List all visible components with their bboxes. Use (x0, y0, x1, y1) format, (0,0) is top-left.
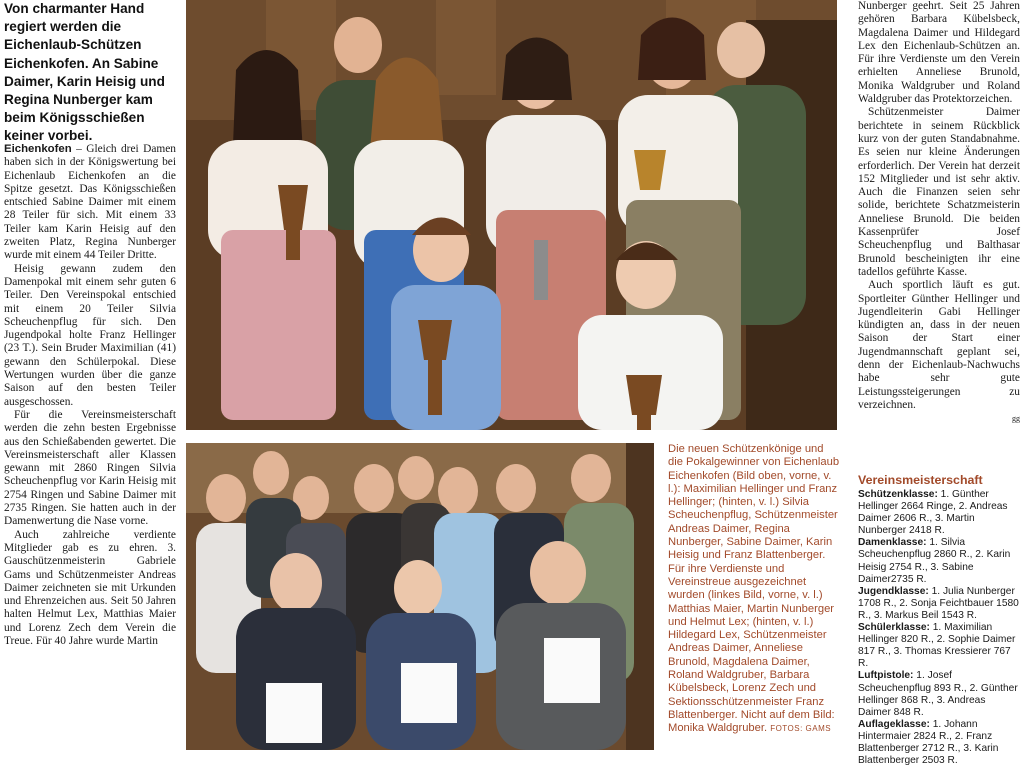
results-entry (858, 489, 1020, 537)
results-text: 1. Günther Hellinger 2664 Ringe, 2. Andreas Daimer 2606 R., 3. Martin Nunberger 2418 R. (858, 489, 1008, 537)
photo-illustration (186, 0, 837, 430)
article-lead: Von charmanter Hand regiert werden die Eichenlaub-Schützen Eichenkofen. An Sabine Daimer, Karin Heisig und Regina Nunberger kam beim Königsschießen keiner vorbei. (4, 1, 165, 144)
paragraph: Heisig gewann zudem den Damenpokal mit einem sehr guten 6 Teiler. Den Vereinspokal entschied mit einem 20 Teiler Silvia Scheuchenpflug für sich. Den Jugendpokal holte Franz Hellinger (23 T.). Sein Bruder Maximilian (41) gewann den Schülerpokal. Diese Wertungen wurden über die ganze Saison auf den besten Teiler ausgeschossen. (4, 262, 176, 408)
results-class: Auflageklasse: (858, 718, 930, 730)
photo-honored-members (186, 443, 654, 750)
photo-credit: FOTOS: GAMS (770, 724, 832, 734)
results-class: Damenklasse: (858, 537, 927, 549)
results-heading: Vereinsmeisterschaft (858, 473, 983, 487)
author-signature: gg (1012, 414, 1020, 424)
results-text: 1. Julia Nunberger 1708 R., 2. Sonja Feichtbauer 1580 R., 3. Markus Beil 1543 R. (858, 585, 1019, 621)
paragraph: Für die Vereinsmeisterschaft werden die zehn besten Ergebnisse aus den Schießabenden gewertet. Die Vereinsmeisterschaft aller Klassen gewann mit 2860 Ringen Silvia Scheuchenpflug vor Karin Heisig mit 2754 Ringen und Sabine Daimer mit 2735 Ringen. Sie hatten auch in der Damenwertung die Nase vorne. (4, 408, 176, 528)
results-class: Schülerklasse: (858, 622, 930, 634)
photo-trophy-winners (186, 0, 837, 430)
results-text: 1. Maximilian Hellinger 820 R., 2. Sophie Daimer 817 R., 3. Thomas Kressierer 767 R. (858, 622, 1016, 670)
paragraph (4, 143, 176, 263)
results-class: Luftpistole: (858, 670, 914, 682)
results-text: 1. Johann Hintermaier 2824 R., 2. Franz Blattenberger 2712 R., 3. Karin Blattenberger 2503 R. (858, 718, 999, 767)
results-entry (858, 622, 1020, 670)
photo-caption (668, 443, 840, 736)
article-column-4 (858, 0, 1020, 426)
paragraph-text: – Gleich drei Damen haben sich in der Königswertung bei Eichenlaub Eichenkofen an die Spitze gesetzt. Das Königsschießen entschied Sabine Daimer mit einem 28 Teiler für sich. Mit einem 33 Teiler kam Karin Heisig auf den zweiten Platz, Regina Nunberger wurde mit einem 44 Teiler Dritte. (4, 143, 176, 262)
paragraph: Nunberger geehrt. Seit 25 Jahren gehören Barbara Kübelsbeck, Magdalena Daimer und Hildegard Lex den Eichenlaub-Schützen an. Für ihre Verdienste um den Verein erhielten Anneliese Brunold, Monika Waldgruber und Roland Waldgruber das Protektorzeichen. (858, 0, 1020, 106)
results-text: 1. Josef Scheuchenpflug 893 R., 2. Günther Hellinger 868 R., 3. Andreas Daimer 848 R. (858, 670, 1018, 718)
results-entry (858, 537, 1020, 585)
dateline: Eichenkofen (4, 143, 72, 155)
photo-illustration (186, 443, 654, 750)
results-class: Schützenklasse: (858, 489, 938, 500)
paragraph: Auch zahlreiche verdiente Mitglieder gab es zu ehren. 3. Gauschützenmeisterin Gabriele Gams und Schützenmeister Andreas Daimer zeichneten sie mit Urkunden und Ehrenzeichen aus. Seit 50 Jahren halten Helmut Lex, Matthias Maier und Lorenz Zech dem Verein die Treue. Für 40 Jahre wurde Martin (4, 528, 176, 647)
results-text: 1. Silvia Scheuchenpflug 2860 R., 2. Karin Heisig 2754 R., 3. Sabine Daimer2735 R. (858, 537, 1011, 585)
results-class: Jugendklasse: (858, 585, 929, 597)
paragraph: Auch sportlich läuft es gut. Sportleiter Günther Hellinger und Jugendleiterin Gabi Hellinger kündigten an, dass in der neuen Saison der Start einer Jugendmannschaft geplant sei, denn der Eichenlaub-Nachwuchs habe sehr gute Leistungssteigerungen zu verzeichnen. (858, 279, 1020, 411)
paragraph: Schützenmeister Daimer berichtete in seinem Rückblick kurz von der guten Standabnahme. Es seien nur kleine Änderungen erforderlich. Der Verein hat derzeit 152 Mitglieder und ist sehr aktiv. Auch die Finanzen seien sehr solide, berichtete Schatzmeisterin Anneliese Brunold. Die beiden Kassenprüfer Josef Scheuchenpflug und Balthasar Brunold bescheinigten ihr eine tadellos geführte Kasse. (858, 106, 1020, 278)
results-entry (858, 586, 1020, 622)
caption-text: Die neuen Schützenkönige und die Pokalgewinner von Eichenlaub Eichenkofen (Bild oben, vorne, v. l.): Maximilian Hellinger und Franz Hellinger; (hinten, v. l.) Silvia Scheuchenpflug, Schützenmeister Andreas Daimer, Regina Nunberger, Sabine Daimer, Karin Heisig und Franz Blattenberger. Für ihre Verdienste und Vereinstreue ausgezeichnet wurden (linkes Bild, vorne, v. l.) Matthias Maier, Martin Nunberger und Helmut Lex; (hinten, v. l.) Hildegard Lex, Schützenmeister Andreas Daimer, Anneliese Brunold, Magdalena Daimer, Roland Waldgruber, Barbara Kübelsbeck, Lorenz Zech und Sektionsschützenmeister Franz Blattenberger. Nicht auf dem Bild: Monika Waldgruber. (668, 443, 840, 735)
results-entry (858, 719, 1020, 767)
results-entry (858, 670, 1020, 718)
article-column-1 (4, 143, 176, 648)
results-list (858, 489, 1020, 767)
